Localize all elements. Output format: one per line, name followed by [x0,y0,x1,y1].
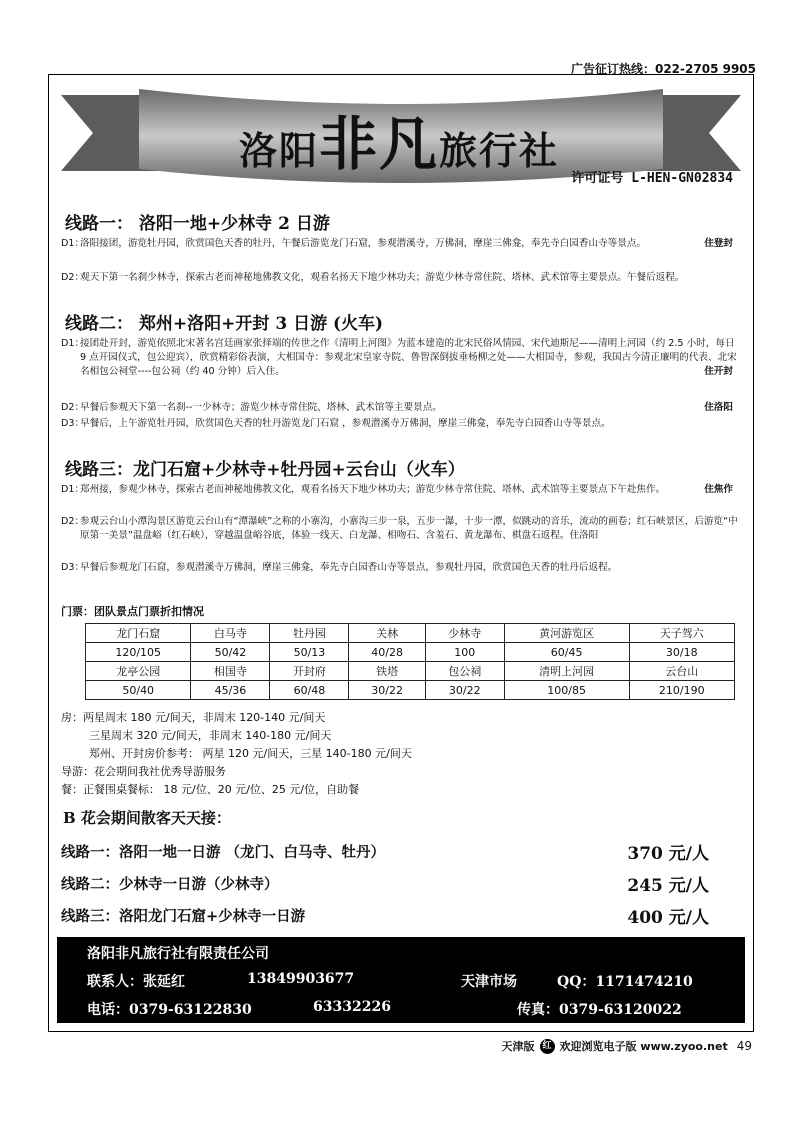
guide-info: 导游：花会期间我社优秀导游服务 [61,765,226,778]
b-route2-price: 245 元/人 [627,876,709,896]
ticket-table-cell: 30/22 [349,681,425,700]
ticket-table-row [86,624,735,643]
market-label: 天津市场 [461,974,517,990]
ticket-table-row [86,643,735,662]
ticket-table-cell: 铁塔 [349,662,425,681]
route1-day2: D2： 观天下第一名刹少林寺，探索古老而神秘地佛教文化，观看名扬天下地少林功夫；游览少林寺常住院、塔林、武术馆等主要景点。午餐后返程。 [61,272,685,283]
ticket-table-cell: 天子驾六 [629,624,734,643]
ticket-table-cell: 40/28 [349,643,425,662]
route2-day2: D2： 早餐后参观天下第一名刹--一少林寺；游览少林寺常住院、塔林、武术馆等主要景点。 住洛阳 [61,402,733,413]
ticket-table-cell: 白马寺 [191,624,270,643]
room-price-line2: 三星周末 320 元/间天，非周末 140-180 元/间天 [89,729,332,742]
ticket-table-cell: 相国寺 [191,662,270,681]
mobile-number: 13849903677 [247,971,355,987]
contact-person: 联系人：张延红 [87,974,185,990]
edition-label: 天津版 [501,1040,535,1053]
ticket-table-cell: 30/22 [425,681,504,700]
edition-badge-icon: 红 [540,1039,555,1054]
ticket-table-cell: 60/45 [504,643,629,662]
ticket-table-cell: 45/36 [191,681,270,700]
ticket-table-cell: 60/48 [270,681,349,700]
page-number: 49 [736,1039,752,1053]
company-name: 洛阳非凡旅行社有限责任公司 [87,946,269,962]
ticket-table-cell: 黄河游览区 [504,624,629,643]
b-route1-label: 线路一：洛阳一地一日游 （龙门、白马寺、牡丹） [61,844,386,861]
ticket-table-cell: 100 [425,643,504,662]
meal-info: 餐：正餐围桌餐标： 18 元/位、20 元/位、25 元/位，自助餐 [61,783,360,796]
ticket-table-cell: 210/190 [629,681,734,700]
ticket-table-cell: 清明上河园 [504,662,629,681]
b-route3-price: 400 元/人 [627,908,709,928]
brand-name-big: 非凡 [318,110,439,178]
route1-title: 线路一： 洛阳一地+少林寺 2 日游 [65,214,330,234]
ticket-table-cell: 关林 [349,624,425,643]
brand-name-right: 旅行社 [439,128,560,173]
ad-hotline: 广告征订热线：022-2705 9905 [570,62,756,76]
route3-day1: D1： 郑州接，参观少林寺，探索古老而神秘地佛教文化，观看名扬天下地少林功夫；游览少林寺常住院、塔林、武术馆等主要景点下午赴焦作。 住焦作 [61,484,733,495]
ticket-table-cell: 云台山 [629,662,734,681]
room-price-line3: 郑州、开封房价参考： 两星 120 元/间天，三星 140-180 元/间天 [89,747,412,760]
ticket-table-row [86,662,735,681]
ticket-table-cell: 龙亭公园 [86,662,191,681]
fax-number: 传真：0379-63120022 [517,1002,682,1018]
route2-title: 线路二： 郑州+洛阳+开封 3 日游 (火车) [65,314,384,334]
ad-frame [48,74,754,1032]
ticket-section-title: 门票：团队景点门票折扣情况 [61,605,204,618]
section-b-title: B 花会期间散客天天接： [63,809,231,827]
ticket-table-cell: 50/40 [86,681,191,700]
ticket-table-cell: 包公祠 [425,662,504,681]
phone-number-2: 63332226 [313,999,391,1015]
ticket-table [85,623,735,700]
route3-title: 线路三：龙门石窟+少林寺+牡丹园+云台山（火车） [65,460,465,480]
b-route1-price: 370 元/人 [627,844,709,864]
ticket-table-cell: 120/105 [86,643,191,662]
room-price-line1: 房：两星周末 180 元/间天，非周末 120-140 元/间天 [61,711,326,724]
footer-website: 欢迎浏览电子版 www.zyoo.net [559,1040,728,1053]
ticket-table-cell: 牡丹园 [270,624,349,643]
brand-name-left: 洛阳 [238,128,319,173]
ticket-table-cell: 50/13 [270,643,349,662]
ticket-table-cell: 50/42 [191,643,270,662]
route2-day1: D1： 接团赴开封，游览依照北宋著名宫廷画家张择端的传世之作《清明上河图》为蓝本建造的北宋民俗风情园、宋代迪斯尼——清明上河园（约 2.5 小时，每日 9 点开园仪式，包公迎宾），欣赏精彩俗表演，大相国寺：参观北宋皇家寺院、鲁智深倒拔垂杨柳之处——大相国寺，参观，我国古今清正廉明的代表、北宋名相包公祠堂----包公祠（约 40 分钟）后入住。 住开封 [61,338,737,377]
b-route3-label: 线路三：洛阳龙门石窟+少林寺一日游 [61,908,306,925]
page-footer [502,1038,753,1054]
ticket-table-cell: 30/18 [629,643,734,662]
ticket-table-cell: 龙门石窟 [86,624,191,643]
ticket-table-cell: 100/85 [504,681,629,700]
route1-day1: D1： 洛阳接团，游览牡丹园，欣赏国色天香的牡丹，午餐后游览龙门石窟，参观潜溪寺，万佛洞，摩崖三佛龛，奉先寺白园香山寺等景点。 住登封 [61,238,733,249]
route3-day2: D2： 参观云台山小潭沟景区游览云台山有“潭瀑峡”之称的小寨沟，小寨沟三步一泉，五步一瀑，十步一潭，似跳动的音乐，流动的画卷；红石峡景区，后游览“中原第一美景”温盘峪（红石峡），穿越温盘峪谷底，体验一线天、白龙瀑、相吻石、含羞石、黄龙瀑布、棋盘石返程。住洛阳 [61,516,738,541]
ticket-table-row [86,681,735,700]
license-number: 许可证号 L-HEN-GN02834 [571,171,733,186]
route3-day3: D3： 早餐后参观龙门石窟，参观潜溪寺万佛洞，摩崖三佛龛，奉先寺白园香山寺等景点，参观牡丹园，欣赏国色天香的牡丹后返程。 [61,562,618,573]
phone-number: 电话：0379-63122830 [87,1002,252,1018]
qq-number: QQ：1171474210 [557,974,693,990]
company-contact-box [57,937,745,1023]
ticket-table-cell: 少林寺 [425,624,504,643]
b-route2-label: 线路二：少林寺一日游（少林寺） [61,876,279,893]
route2-day3: D3： 早餐后，上午游览牡丹园，欣赏国色天香的牡丹游览龙门石窟 ，参观潜溪寺万佛洞，摩崖三佛龛，奉先寺白园香山寺等景点。 [61,418,611,429]
agency-logo [169,97,629,181]
ticket-table-cell: 开封府 [270,662,349,681]
